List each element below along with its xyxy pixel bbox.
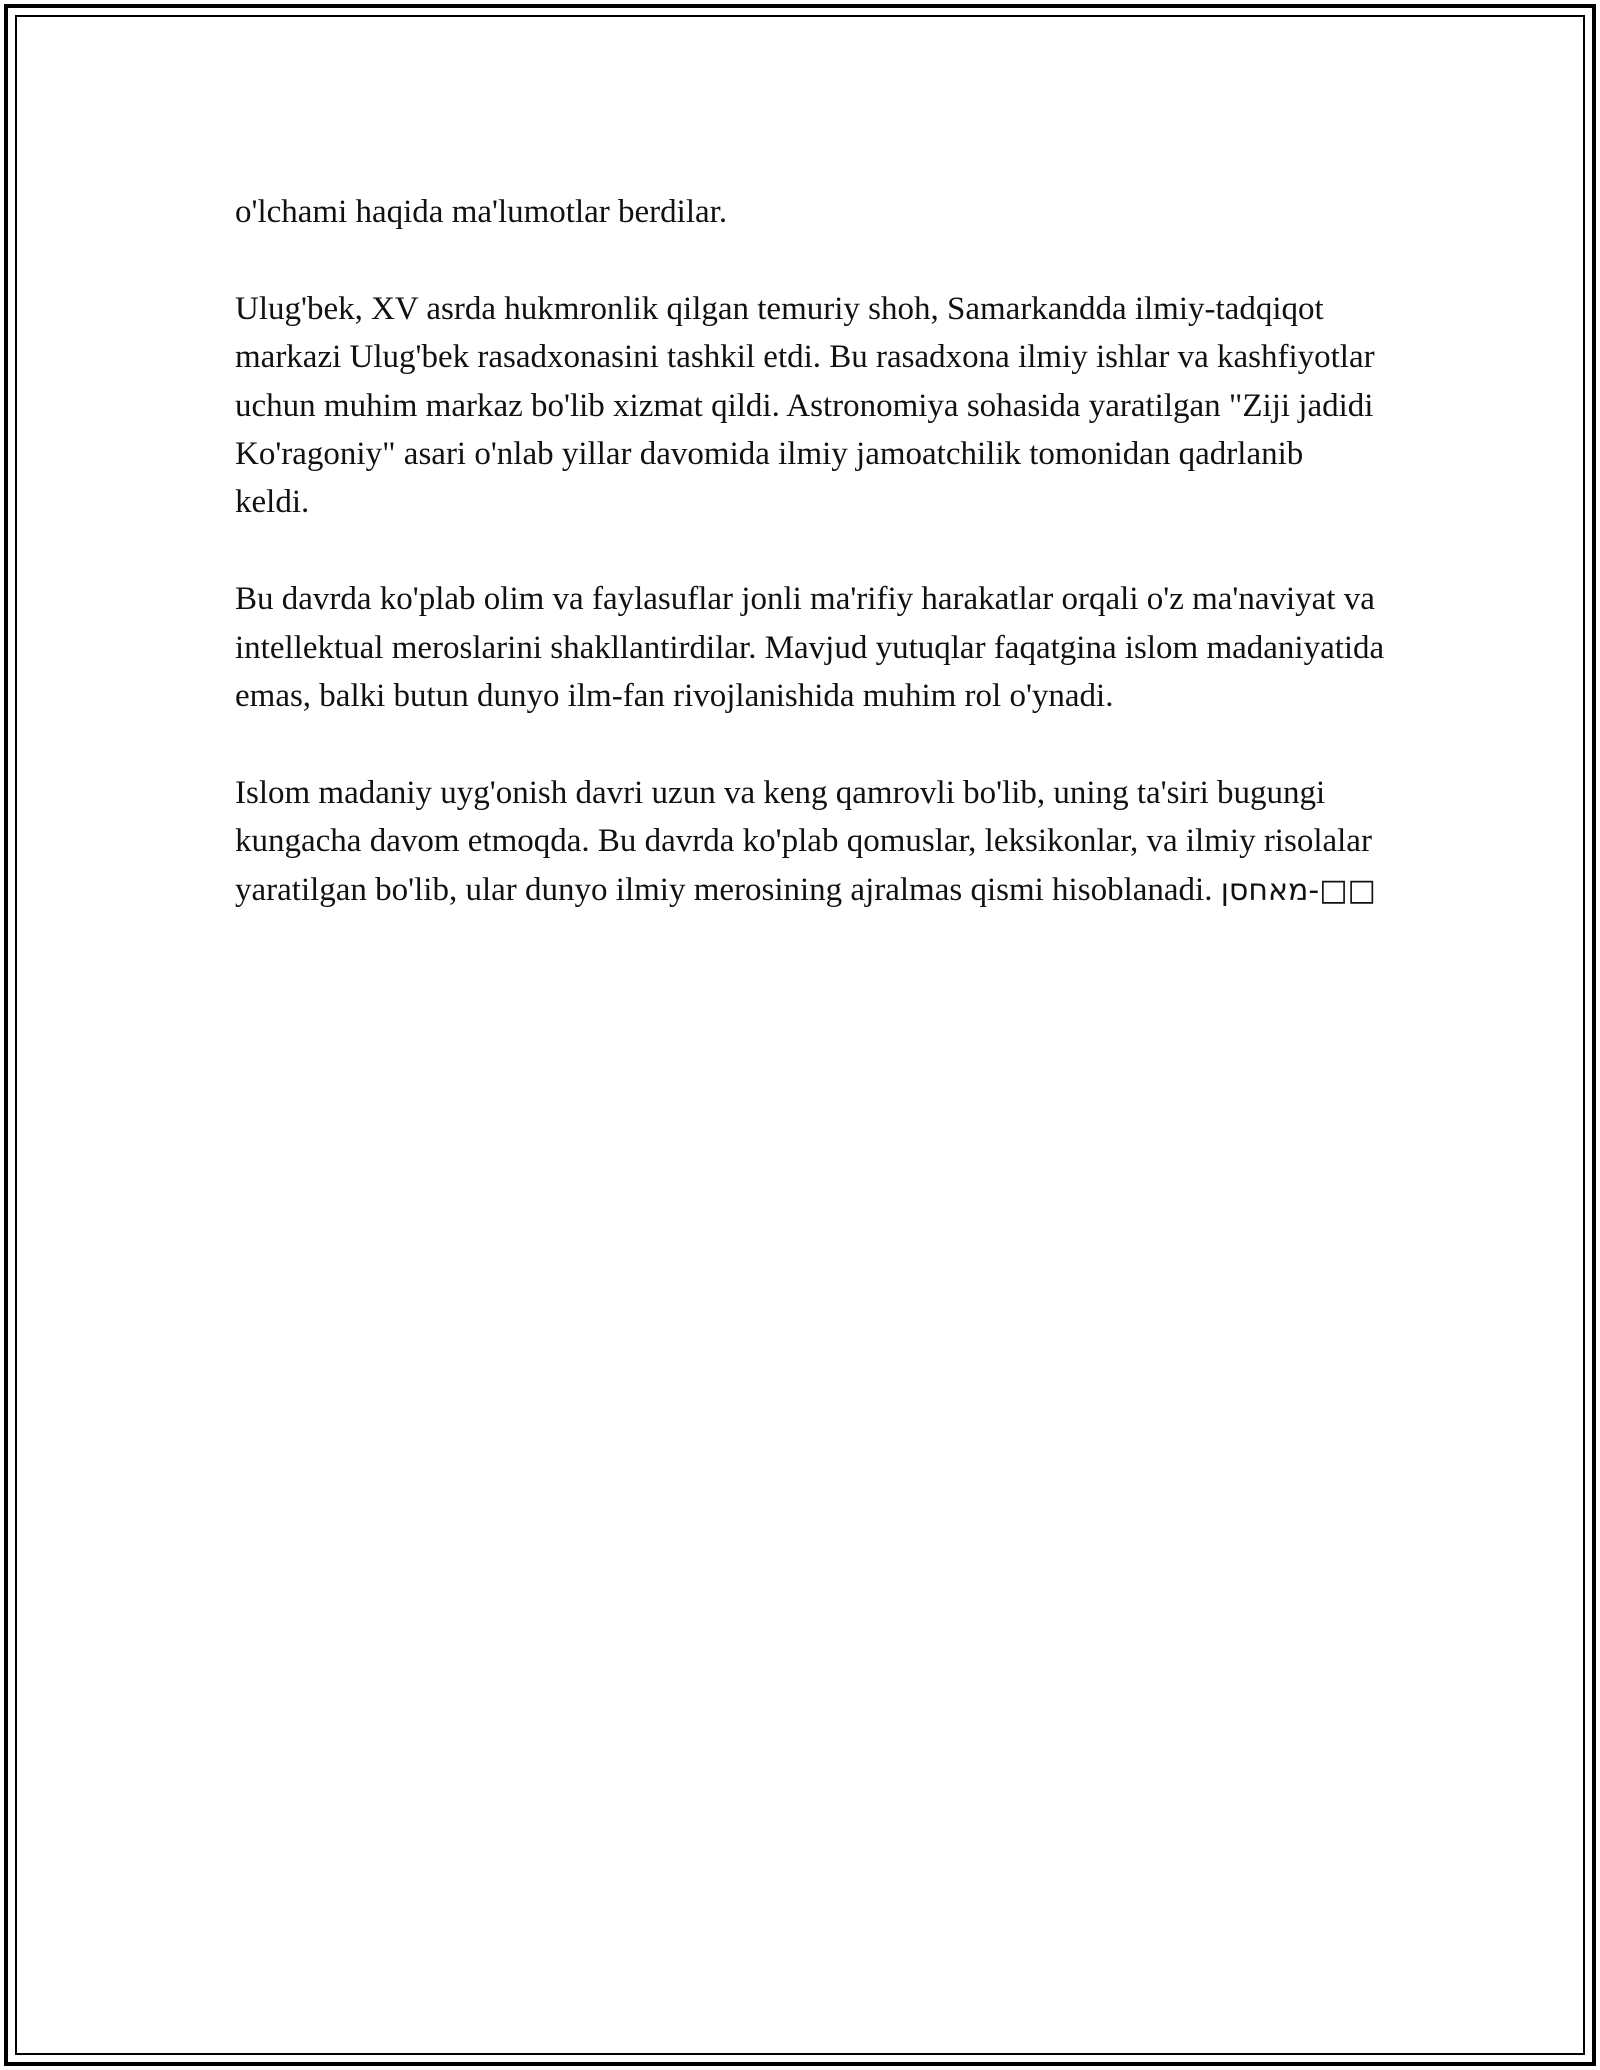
paragraph-1 [235, 188, 1385, 236]
paragraph-4 [235, 769, 1385, 915]
paragraph-2 [235, 285, 1385, 527]
paragraph-2-text: Ulug'bek, XV asrda hukmronlik qilgan temuriy shoh, Samarkandda ilmiy-tadqiqot markazi Ulug'bek rasadxonasini tashkil etdi. Bu rasadxona ilmiy ishlar va kashfiyotlar uchun muhim markaz bo'lib xizmat qildi. Astronomiya sohasida yaratilgan "Ziji jadidi Ko'ragoniy" asari o'nlab yillar davomida ilmiy jamoatchilik tomonidan qadrlanib keldi. [235, 290, 1375, 521]
paragraph-3 [235, 575, 1385, 720]
paragraph-1-text: o'lchami haqida ma'lumotlar berdilar. [235, 194, 728, 230]
document-body [235, 188, 1385, 915]
paragraph-4-text: Islom madaniy uyg'onish davri uzun va keng qamrovli bo'lib, uning ta'siri bugungi kungacha davom etmoqda. Bu davrda ko'plab qomuslar, leksikonlar, va ilmiy risolalar yaratilgan bo'lib, ular dunyo ilmiy merosining ajralmas qismi hisoblanadi. [235, 774, 1372, 908]
paragraph-4-trailing-text: מאחסן-□□ [1220, 872, 1376, 908]
paragraph-3-text: Bu davrda ko'plab olim va faylasuflar jonli ma'rifiy harakatlar orqali o'z ma'naviyat va intellektual meroslarini shakllantirdilar. Mavjud yutuqlar faqatgina islom madaniyatida emas, balki butun dunyo ilm-fan rivojlanishida muhim rol o'ynadi. [235, 581, 1385, 715]
